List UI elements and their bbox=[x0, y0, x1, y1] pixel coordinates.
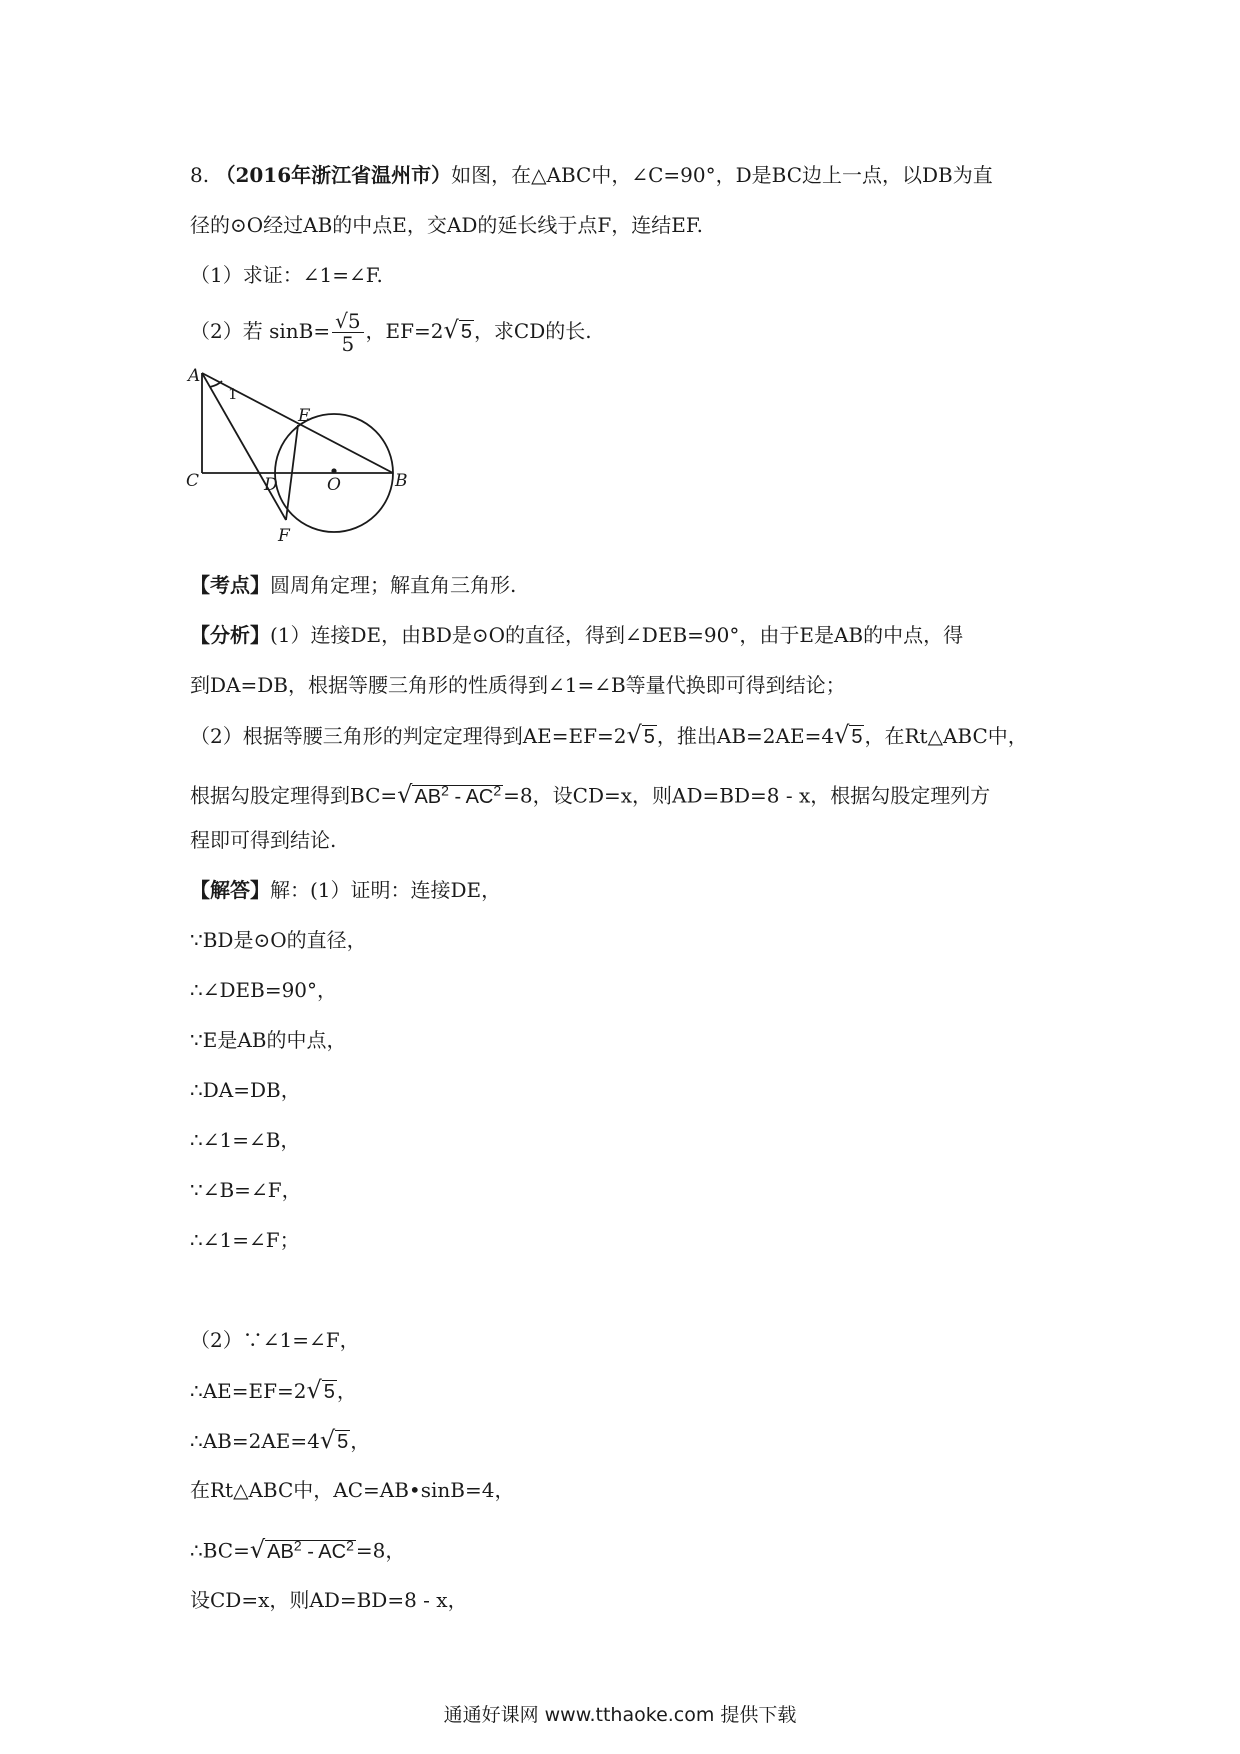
jieda-tag: 【解答】 bbox=[190, 878, 270, 902]
sqrt-expression: √ 5 bbox=[626, 721, 655, 749]
fenxi-line-4: 根据勾股定理得到BC=√ $AB^2 - AC^2 =8$，设CD=x，则AD=BD=8 - x，根据勾股定理列方 bbox=[190, 775, 990, 812]
label-c: C bbox=[186, 471, 200, 491]
sqrt-expression: √ 5 bbox=[319, 1426, 349, 1454]
jieda-part2-line-1: （2）∵∠1=∠F， bbox=[190, 1328, 360, 1352]
jieda-line-3: ∴∠DEB=90°， bbox=[190, 978, 338, 1002]
label-e: E bbox=[298, 406, 311, 426]
kaodian-tag: 【考点】 bbox=[190, 573, 270, 597]
problem-source: （2016年浙江省温州市） bbox=[215, 163, 452, 187]
sqrt-expression: √ 5 bbox=[443, 316, 472, 344]
jieda-line-1: 【解答】解：(1）证明：连接DE， bbox=[190, 878, 502, 902]
sqrt-expression: √ $AB^2 - AC^2$ bbox=[249, 1535, 354, 1564]
problem-number: 8. bbox=[190, 163, 210, 187]
angle-1-arc bbox=[210, 381, 222, 387]
label-a: A bbox=[188, 366, 201, 386]
fenxi-line-2: 到DA=DB，根据等腰三角形的性质得到∠1=∠B等量代换即可得到结论； bbox=[190, 673, 846, 697]
question-2-prefix: （2）若 sinB= bbox=[190, 319, 331, 343]
jieda-line-7: ∵∠B=∠F， bbox=[190, 1178, 302, 1202]
jieda-part2-line-4: 在Rt△ABC中，AC=AB•sinB=4， bbox=[190, 1478, 515, 1502]
jieda-part2-line-6: 设CD=x，则AD=BD=8 - x， bbox=[190, 1588, 468, 1612]
problem-stem-1: 如图，在△ABC中，∠C=90°，D是BC边上一点，以DB为直 bbox=[451, 163, 993, 187]
fenxi-line-1: 【分析】(1）连接DE，由BD是⊙O的直径，得到∠DEB=90°，由于E是AB的中点，得 bbox=[190, 623, 964, 647]
fenxi-line-5: 程即可得到结论. bbox=[190, 828, 337, 852]
geometry-figure bbox=[180, 365, 420, 545]
fraction-numerator: √5 bbox=[332, 310, 363, 333]
fraction-denominator: 5 bbox=[341, 332, 355, 356]
jieda-line-4: ∵E是AB的中点， bbox=[190, 1028, 347, 1052]
sqrt-expression: √ 5 bbox=[834, 721, 863, 749]
problem-stem-2: 径的⊙O经过AB的中点E，交AD的延长线于点F，连结EF. bbox=[190, 213, 703, 237]
label-o: O bbox=[327, 475, 341, 495]
jieda-line-5: ∴DA=DB， bbox=[190, 1078, 301, 1102]
fenxi-tag: 【分析】 bbox=[190, 623, 270, 647]
fenxi-line-3: （2）根据等腰三角形的判定定理得到AE=EF=2√ 5 ，推出AB=2AE=4√ 5 ，在Rt△ABC中， bbox=[190, 720, 1028, 752]
label-b: B bbox=[395, 471, 408, 491]
label-d: D bbox=[264, 475, 278, 495]
sinb-fraction bbox=[332, 310, 363, 355]
jieda-part2-line-2: ∴AE=EF=2√ 5 ， bbox=[190, 1375, 357, 1407]
label-angle-1: 1 bbox=[228, 385, 238, 403]
footer-watermark: 通通好课网 www.tthaoke.com 提供下载 bbox=[443, 1704, 797, 1726]
jieda-part2-line-5: ∴BC=√ $AB^2 - AC^2 =8$， bbox=[190, 1530, 405, 1567]
problem-line-1 bbox=[190, 160, 993, 190]
question-1: （1）求证：∠1=∠F. bbox=[190, 263, 383, 287]
center-o-dot bbox=[331, 468, 336, 473]
jieda-line-6: ∴∠1=∠B， bbox=[190, 1128, 301, 1152]
question-2-suffix: ，求CD的长. bbox=[473, 319, 592, 343]
kaodian-line bbox=[190, 570, 516, 600]
jieda-part2-line-3: ∴AB=2AE=4√ 5 ， bbox=[190, 1425, 370, 1457]
question-2 bbox=[190, 310, 592, 355]
jieda-line-2: ∵BD是⊙O的直径， bbox=[190, 928, 367, 952]
sqrt-expression: √ 5 bbox=[306, 1376, 335, 1404]
sqrt-expression: √ $AB^2 - AC^2$ bbox=[397, 780, 502, 809]
question-2-mid: ，EF=2 bbox=[365, 319, 444, 343]
jieda-line-8: ∴∠1=∠F； bbox=[190, 1228, 300, 1252]
kaodian-text: 圆周角定理；解直角三角形. bbox=[270, 573, 517, 597]
label-f: F bbox=[278, 526, 290, 545]
